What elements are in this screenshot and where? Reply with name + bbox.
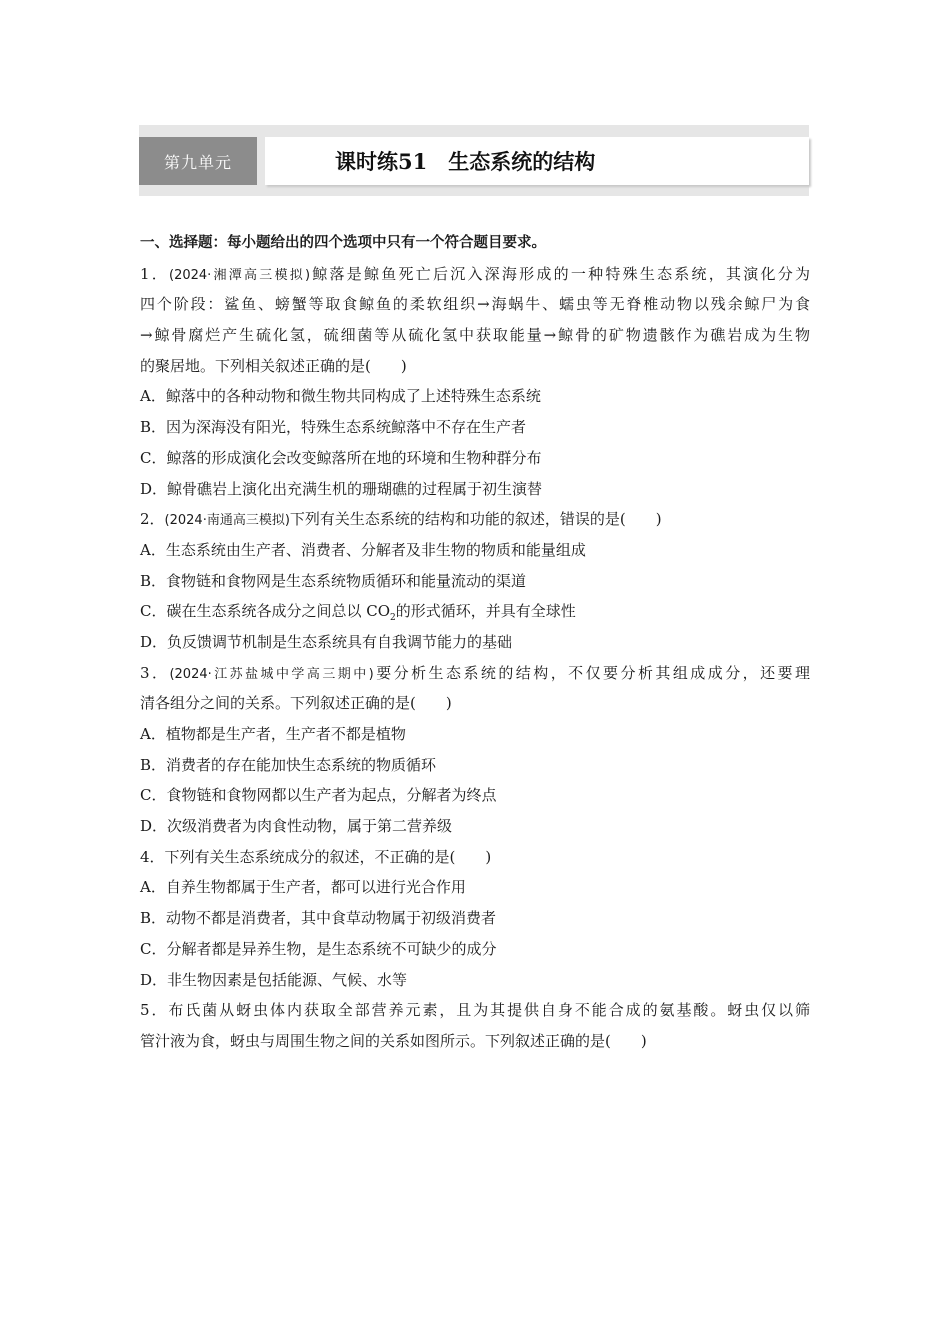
option-label: D． [140, 970, 168, 989]
question-stem-line: 管汁液为食，蚜虫与周围生物之间的关系如图所示。下列叙述正确的是( ) [140, 1031, 647, 1050]
option-text: 鲸落的形成演化会改变鲸落所在地的环境和生物种群分布 [166, 448, 542, 467]
question-text: 下列有关生态系统的结构和功能的叙述，错误的是( ) [289, 510, 662, 529]
unit-label: 第九单元 [139, 137, 257, 185]
option-text: 动物不都是消费者，其中食草动物属于初级消费者 [166, 909, 497, 928]
question-stem-line [140, 995, 810, 1026]
option-a[interactable] [140, 535, 810, 566]
question-number: 5． [140, 1001, 169, 1020]
page-header [139, 125, 809, 196]
option-c[interactable] [140, 596, 810, 627]
question-source: (2024·江苏盐城中学高三期中) [169, 666, 374, 682]
question-source: (2024·南通高三模拟) [164, 513, 290, 529]
question-3 [140, 658, 810, 842]
option-text: 生态系统由生产者、消费者、分解者及非生物的物质和能量组成 [165, 540, 586, 559]
option-label: D． [140, 817, 168, 836]
page-title: 课时练51 生态系统的结构 [335, 149, 596, 174]
option-b[interactable] [140, 412, 810, 443]
option-text: 消费者的存在能加快生态系统的物质循环 [166, 755, 437, 774]
question-stem-line [140, 259, 810, 290]
question-number: 3． [140, 663, 170, 682]
option-b[interactable] [140, 750, 810, 781]
question-text: 要分析生态系统的结构，不仅要分析其组成成分，还要理 [373, 663, 810, 682]
question-number: 4． [140, 847, 165, 866]
option-d[interactable] [140, 965, 810, 996]
option-text: 自养生物都属于生产者，都可以进行光合作用 [165, 878, 466, 897]
question-stem-line: 的聚居地。下列相关叙述正确的是( ) [140, 356, 407, 375]
question-content [140, 228, 810, 1057]
option-text: 食物链和食物网是生态系统物质循环和能量流动的渠道 [166, 571, 527, 590]
option-b[interactable] [140, 566, 810, 597]
option-b[interactable] [140, 903, 810, 934]
option-label: A． [140, 540, 166, 559]
option-text: 植物都是生产者，生产者不都是植物 [165, 725, 406, 743]
option-text: 碳在生态系统各成分之间总以 CO [166, 602, 391, 621]
option-label: D． [140, 632, 168, 651]
option-text: 食物链和食物网都以生产者为起点，分解者为终点 [166, 786, 497, 805]
option-text: 的形式循环，并具有全球性 [395, 602, 576, 621]
option-text: 分解者都是异养生物，是生态系统不可缺少的成分 [166, 939, 497, 958]
question-text: 鲸落是鲸鱼死亡后沉入深海形成的一种特殊生态系统，其演化分为 [310, 264, 810, 283]
section-heading: 一、选择题：每小题给出的四个选项中只有一个符合题目要求。 [140, 235, 546, 251]
option-text: 次级消费者为肉食性动物，属于第二营养级 [167, 817, 453, 836]
option-a[interactable] [140, 381, 810, 412]
question-stem-line: 四个阶段：鲨鱼、螃蟹等取食鲸鱼的柔软组织→海蜗牛、蠕虫等无脊椎动物以残余鲸尸为食 [140, 295, 810, 314]
option-label: B． [140, 909, 167, 928]
option-label: C． [140, 939, 167, 958]
question-5 [140, 995, 810, 1056]
option-a[interactable] [140, 872, 810, 903]
option-label: A． [140, 387, 166, 406]
question-stem-line [140, 504, 810, 535]
question-4 [140, 842, 810, 995]
question-stem-line: →鲸骨腐烂产生硫化氢，硫细菌等从硫化氢中获取能量→鲸骨的矿物遗骸作为礁岩成为生物 [140, 326, 810, 345]
option-label: B． [140, 755, 167, 774]
question-stem-line [140, 658, 810, 689]
option-label: C． [140, 448, 167, 467]
subscript: 2 [390, 613, 396, 624]
option-a[interactable] [140, 719, 810, 750]
option-c[interactable] [140, 443, 810, 474]
option-c[interactable] [140, 780, 810, 811]
option-label: C． [140, 602, 167, 621]
question-source: (2024·湘潭高三模拟) [169, 267, 311, 283]
question-stem-line: 清各组分之间的关系。下列叙述正确的是( ) [140, 694, 452, 713]
option-label: A． [140, 878, 166, 897]
option-text: 鲸落中的各种动物和微生物共同构成了上述特殊生态系统 [165, 387, 541, 406]
question-text: 布氏菌从蚜虫体内获取全部营养元素，且为其提供自身不能合成的氨基酸。蚜虫仅以筛 [168, 1001, 810, 1020]
option-text: 负反馈调节机制是生态系统具有自我调节能力的基础 [167, 632, 513, 651]
option-text: 非生物因素是包括能源、气候、水等 [167, 970, 408, 989]
question-1 [140, 259, 810, 505]
option-c[interactable] [140, 934, 810, 965]
option-text: 鲸骨礁岩上演化出充满生机的珊瑚礁的过程属于初生演替 [167, 479, 543, 498]
option-label: C． [140, 786, 167, 805]
option-d[interactable] [140, 811, 810, 842]
option-label: D． [140, 479, 168, 498]
title-box [265, 137, 809, 185]
option-d[interactable] [140, 474, 810, 505]
option-label: A． [140, 725, 166, 743]
question-stem-line [140, 842, 810, 873]
option-d[interactable] [140, 627, 810, 658]
question-number: 1． [140, 264, 170, 283]
question-text: 下列有关生态系统成分的叙述，不正确的是( ) [164, 847, 492, 866]
question-number: 2． [140, 510, 165, 529]
option-label: B． [140, 418, 167, 437]
option-label: B． [140, 571, 167, 590]
question-2 [140, 504, 810, 657]
option-text: 因为深海没有阳光，特殊生态系统鲸落中不存在生产者 [166, 418, 527, 437]
